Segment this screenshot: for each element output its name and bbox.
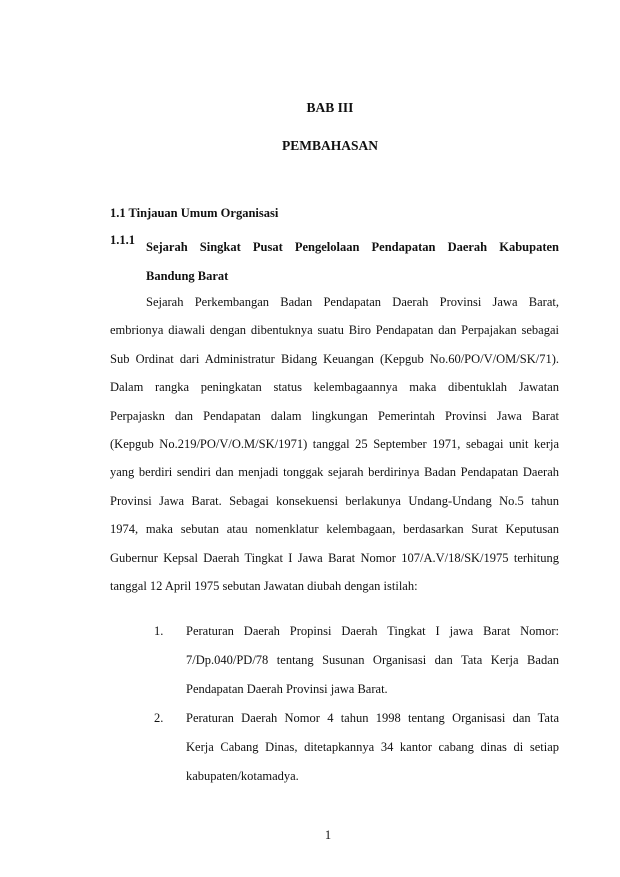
list-item-text: [186, 704, 559, 791]
paragraph-line: Dalam rangka peningkatan status kelembagaannya maka dibentuklah Jawatan: [110, 380, 559, 395]
numbered-list: [110, 617, 559, 791]
paragraph-line: Sejarah Perkembangan Badan Pendapatan Daerah Provinsi Jawa Barat,: [146, 295, 559, 309]
chapter-subtitle: PEMBAHASAN: [281, 138, 378, 153]
paragraph-line: Provinsi Jawa Barat. Sebagai konsekuensi berlakunya Undang-Undang No.5 tahun: [110, 493, 559, 508]
body-paragraph: [110, 288, 559, 600]
paragraph-line: (Kepgub No.219/PO/V/O.M/SK/1971) tanggal 25 September 1971, sebagai unit kerja: [110, 436, 559, 451]
list-item-line: Peraturan Daerah Propinsi Daerah Tingkat I jawa Barat Nomor:: [186, 624, 559, 638]
paragraph-line: embrionya diawali dengan dibentuknya suatu Biro Pendapatan dan Perpajakan sebagai: [110, 323, 559, 338]
list-item-line: kabupaten/kotamadya.: [186, 769, 299, 783]
page-number: 1: [324, 828, 332, 842]
list-item-line: 7/Dp.040/PD/78 tentang Susunan Organisasi dan Tata Kerja Badan: [186, 653, 559, 667]
paragraph-line: Sub Ordinat dari Administratur Bidang Keuangan (Kepgub No.60/PO/V/OM/SK/71).: [110, 351, 559, 366]
subsection-title: [146, 233, 559, 291]
paragraph-line: tanggal 12 April 1975 sebutan Jawatan diubah dengan istilah:: [110, 578, 418, 593]
list-item-line: Kerja Cabang Dinas, ditetapkannya 34 kantor cabang dinas di setiap: [186, 740, 559, 754]
list-item-line: Peraturan Daerah Nomor 4 tahun 1998 tentang Organisasi dan Tata: [186, 711, 559, 725]
subsection-title-line: Sejarah Singkat Pusat Pengelolaan Pendapatan Daerah Kabupaten: [146, 240, 559, 254]
section-heading: 1.1 Tinjauan Umum Organisasi: [110, 206, 279, 220]
list-item: [110, 704, 559, 791]
paragraph-line: 1974, maka sebutan atau nomenklatur kelembagaan, berdasarkan Surat Keputusan: [110, 522, 559, 537]
list-item-number: 2.: [154, 711, 164, 725]
list-item-line: Pendapatan Daerah Provinsi jawa Barat.: [186, 682, 388, 696]
chapter-title: BAB III: [306, 100, 354, 115]
paragraph-line: Perpajaskn dan Pendapatan dalam lingkungan Pemerintah Provinsi Jawa Barat: [110, 408, 559, 423]
subsection-title-line: Bandung Barat: [146, 269, 229, 283]
list-item-text: [186, 617, 559, 704]
list-item-number: 1.: [154, 624, 164, 638]
subsection-number: 1.1.1: [110, 233, 135, 247]
paragraph-line: Gubernur Kepsal Daerah Tingkat I Jawa Barat Nomor 107/A.V/18/SK/1975 terhitung: [110, 550, 559, 565]
paragraph-line: yang berdiri sendiri dan menjadi tonggak sejarah berdirinya Badan Pendapatan Daerah: [110, 465, 559, 480]
list-item: [110, 617, 559, 704]
